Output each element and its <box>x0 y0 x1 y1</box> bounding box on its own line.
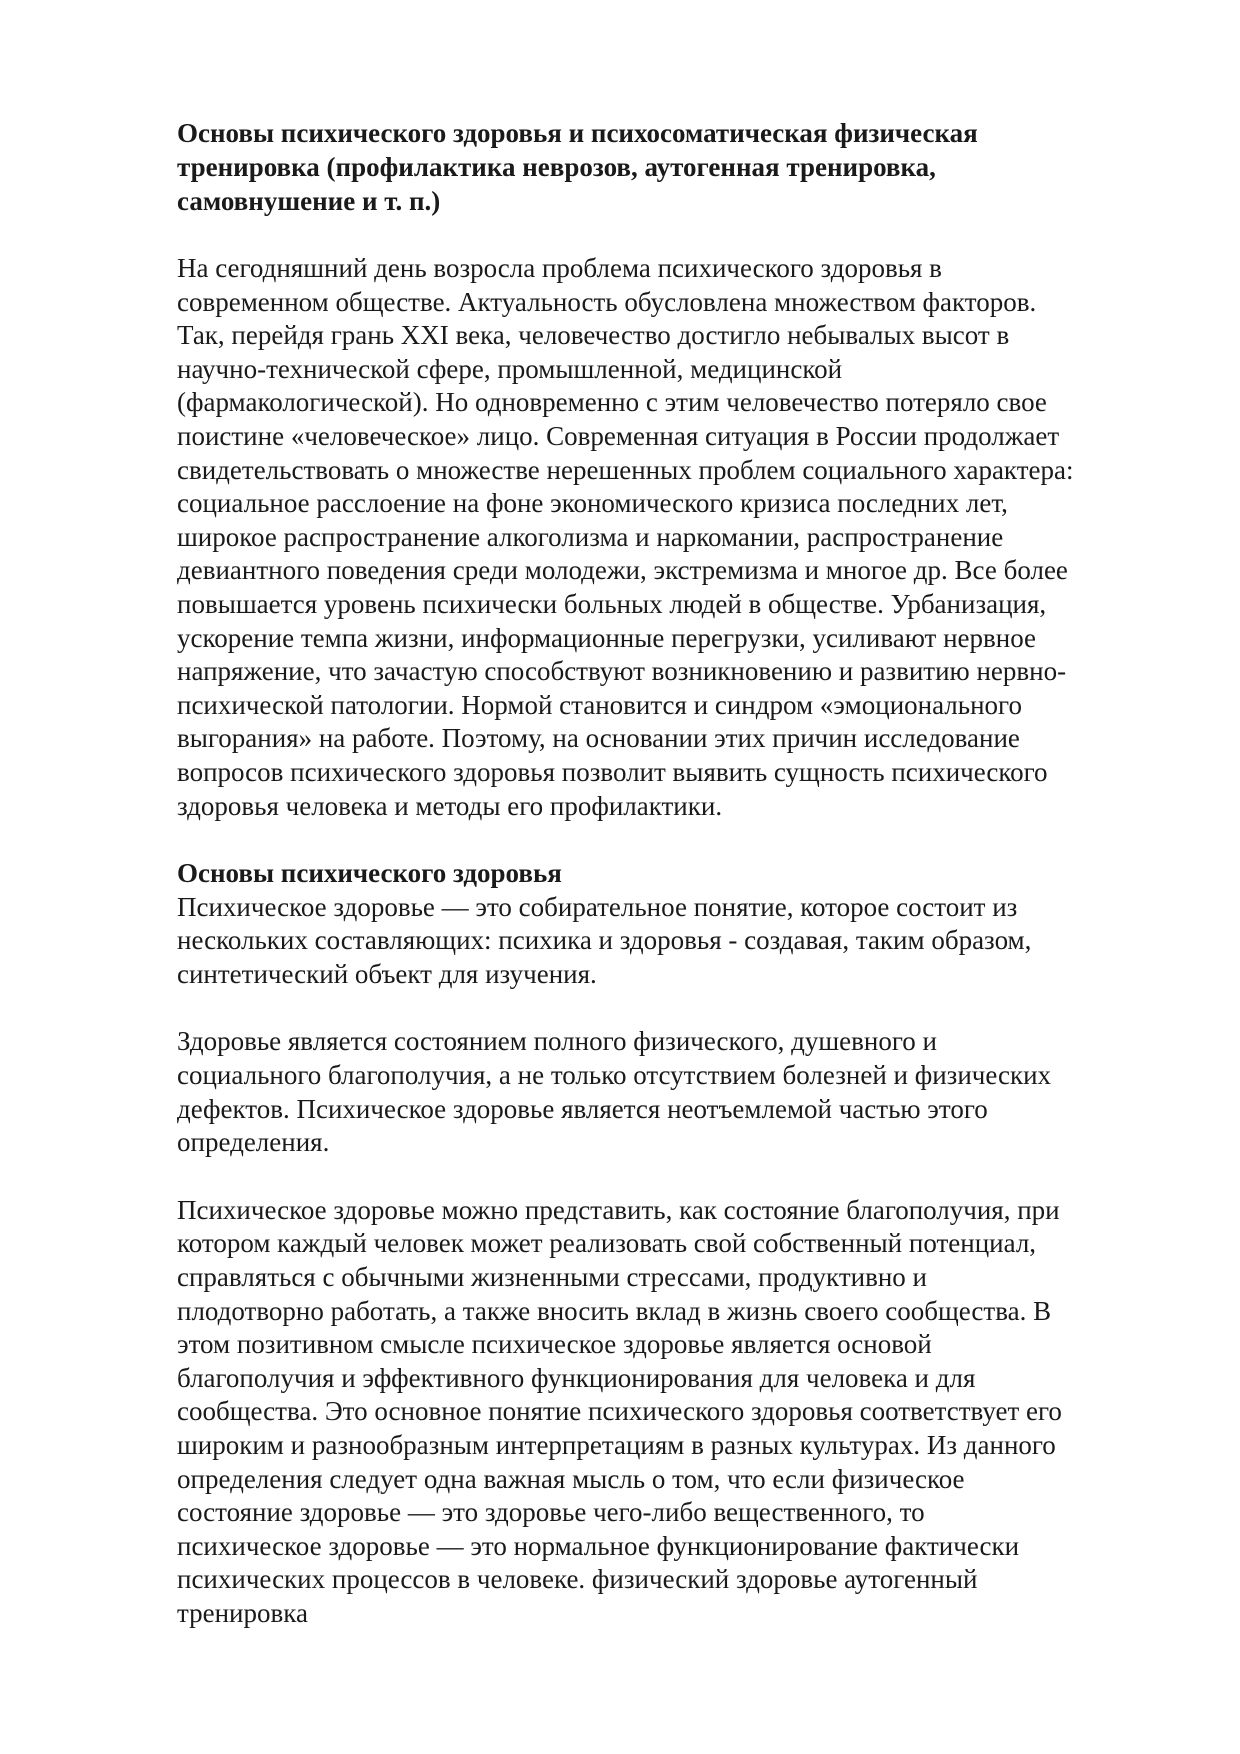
text-line: поистине «человеческое» лицо. Современная ситуация в России продолжает <box>177 420 1060 451</box>
text-line: состояние здоровье — это здоровье чего-либо вещественного, то <box>177 1497 925 1528</box>
section-paragraph-1 <box>177 891 1167 992</box>
paragraph-gap <box>177 1160 1167 1194</box>
section-paragraph-3 <box>177 1194 1167 1631</box>
text-line: этом позитивном смысле психическое здоровье является основой <box>177 1329 932 1360</box>
text-line: широкое распространение алкоголизма и наркомании, распространение <box>177 521 1004 552</box>
paragraph-gap <box>177 991 1167 1025</box>
title-line: тренировка (профилактика неврозов, аутогенная тренировка, <box>177 152 936 182</box>
text-line: научно-технической сфере, промышленной, медицинской <box>177 353 843 384</box>
text-line: нескольких составляющих: психика и здоровья - создавая, таким образом, <box>177 925 1032 956</box>
text-line: социального благополучия, а не только отсутствием болезней и физических <box>177 1060 1052 1091</box>
text-line: выгорания» на работе. Поэтому, на основании этих причин исследование <box>177 723 1020 754</box>
text-line: напряжение, что зачастую способствуют возникновению и развитию нервно- <box>177 656 1067 687</box>
text-line: плодотворно работать, а также вносить вклад в жизнь своего сообщества. В <box>177 1295 1052 1326</box>
text-line: благополучия и эффективного функционирования для человека и для <box>177 1362 976 1393</box>
text-line: психических процессов в человеке. физический здоровье аутогенный <box>177 1564 978 1595</box>
text-line: определения. <box>177 1127 330 1158</box>
document-title <box>177 116 1077 218</box>
text-line: свидетельствовать о множестве нерешенных проблем социального характера: <box>177 454 1074 485</box>
text-line: девиантного поведения среди молодежи, экстремизма и многое др. Все более <box>177 555 1068 586</box>
text-line: синтетический объект для изучения. <box>177 958 597 989</box>
section-heading: Основы психического здоровья <box>177 858 562 889</box>
text-line: определения следует одна важная мысль о том, что если физическое <box>177 1463 965 1494</box>
text-line: (фармакологической). Но одновременно с этим человечество потеряло свое <box>177 387 1047 418</box>
text-line: Психическое здоровье можно представить, как состояние благополучия, при <box>177 1194 1060 1225</box>
text-line: повышается уровень психически больных людей в обществе. Урбанизация, <box>177 588 1047 619</box>
text-line: тренировка <box>177 1597 308 1628</box>
paragraph-gap <box>177 823 1167 857</box>
text-line: здоровья человека и методы его профилактики. <box>177 790 723 821</box>
text-line: На сегодняшний день возросла проблема психического здоровья в <box>177 253 942 283</box>
text-line: справляться с обычными жизненными стрессами, продуктивно и <box>177 1262 927 1293</box>
section-paragraph-2 <box>177 1025 1167 1159</box>
text-line: Здоровье является состоянием полного физического, душевного и <box>177 1026 937 1057</box>
document-body <box>177 116 1167 1631</box>
text-line: сообщества. Это основное понятие психического здоровья соответствует его <box>177 1396 1062 1427</box>
text-line: психическое здоровье — это нормальное функционирование фактически <box>177 1530 1020 1561</box>
text-line: социальное расслоение на фоне экономического кризиса последних лет, <box>177 488 1008 519</box>
text-line: Психическое здоровье — это собирательное понятие, которое состоит из <box>177 891 1018 922</box>
text-line: котором каждый человек может реализовать свой собственный потенциал, <box>177 1228 1037 1259</box>
text-line: современном обществе. Актуальность обусловлена множеством факторов. <box>177 286 1037 317</box>
title-line: Основы психического здоровья и психосоматическая физическая <box>177 118 978 148</box>
text-line: вопросов психического здоровья позволит выявить сущность психического <box>177 756 1048 787</box>
text-line: психической патологии. Нормой становится и синдром «эмоционального <box>177 689 1022 720</box>
intro-paragraph <box>177 252 1167 823</box>
text-line: дефектов. Психическое здоровье является неотъемлемой частью этого <box>177 1093 988 1124</box>
text-line: Так, перейдя грань XXI века, человечество достигло небывалых высот в <box>177 320 1010 351</box>
title-line: самовнушение и т. п.) <box>177 186 441 216</box>
paragraph-gap <box>177 218 1167 252</box>
text-line: ускорение темпа жизни, информационные перегрузки, усиливают нервное <box>177 622 1037 653</box>
text-line: широким и разнообразным интерпретациям в разных культурах. Из данного <box>177 1430 1056 1460</box>
